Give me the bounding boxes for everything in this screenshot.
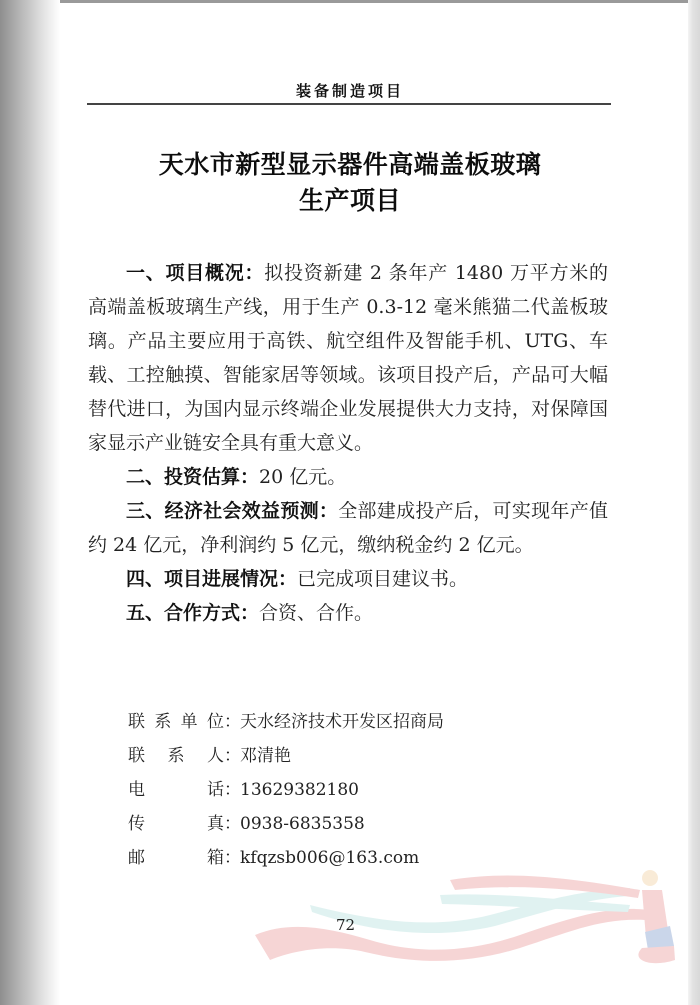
- section-text: 已完成项目建议书。: [297, 568, 469, 590]
- section-progress: [88, 562, 608, 596]
- contact-fax: 传 真 ： 0938-6835358: [128, 807, 548, 841]
- contact-unit-value: 天水经济技术开发区招商局: [240, 712, 444, 732]
- contact-email: 邮 箱 ： kfqzsb006@163.com: [128, 841, 548, 875]
- contact-label: 电 话: [128, 780, 224, 800]
- section-text: 拟投资新建 2 条年产 1480 万平方米的高端盖板玻璃生产线，用于生产 0.3-12 毫米熊猫二代盖板玻璃。产品主要应用于高铁、航空组件及智能手机、UTG、车载、工控触摸、智能家居等领域。该项目投产后，产品可大幅替代进口，为国内显示终端企业发展提供大力支持，对保障国家显示产业链安全具有重大意义。: [88, 262, 608, 454]
- contact-fax-value: 0938-6835358: [240, 814, 365, 834]
- section-text: 合资、合作。: [259, 602, 374, 624]
- section-heading: 四、项目进展情况：: [126, 568, 298, 590]
- section-heading: 五、合作方式：: [126, 602, 260, 624]
- section-text: 20 亿元。: [259, 466, 347, 488]
- section-investment: [88, 460, 608, 494]
- contact-phone-value: 13629382180: [240, 780, 359, 800]
- section-overview: [88, 256, 608, 460]
- title-line-1: 天水市新型显示器件高端盖板玻璃: [158, 150, 542, 179]
- contact-email-value: kfqzsb006@163.com: [240, 848, 420, 868]
- contact-person: 联 系 人 ： 邓清艳: [128, 739, 548, 773]
- section-cooperation: [88, 596, 608, 630]
- section-heading: 一、项目概况：: [126, 262, 265, 284]
- page-number: 72: [336, 916, 356, 934]
- page-top-edge: [0, 0, 700, 3]
- contact-label: 联 系 单 位: [128, 712, 224, 732]
- running-head: 装备制造项目: [295, 82, 404, 100]
- contact-label: 邮 箱: [128, 848, 224, 868]
- contact-label: 传 真: [128, 814, 224, 834]
- contact-phone: 电 话 ： 13629382180: [128, 773, 548, 807]
- page-title: [0, 147, 700, 219]
- project-body: [88, 256, 608, 630]
- contact-person-value: 邓清艳: [240, 746, 291, 766]
- flying-apsara-ribbon-icon: [250, 860, 690, 970]
- contact-label: 联 系 人: [128, 746, 224, 766]
- section-heading: 二、投资估算：: [126, 466, 260, 488]
- contact-block: [128, 705, 548, 875]
- title-line-2: 生产项目: [298, 186, 401, 215]
- contact-unit: 联 系 单 位 ： 天水经济技术开发区招商局: [128, 705, 548, 739]
- header-rule: [87, 103, 611, 105]
- section-heading: 三、经济社会效益预测：: [126, 500, 339, 522]
- section-text: 全部建成投产后，可实现年产值约 24 亿元，净利润约 5 亿元，缴纳税金约 2 亿元。: [88, 500, 608, 556]
- section-benefits: [88, 494, 608, 562]
